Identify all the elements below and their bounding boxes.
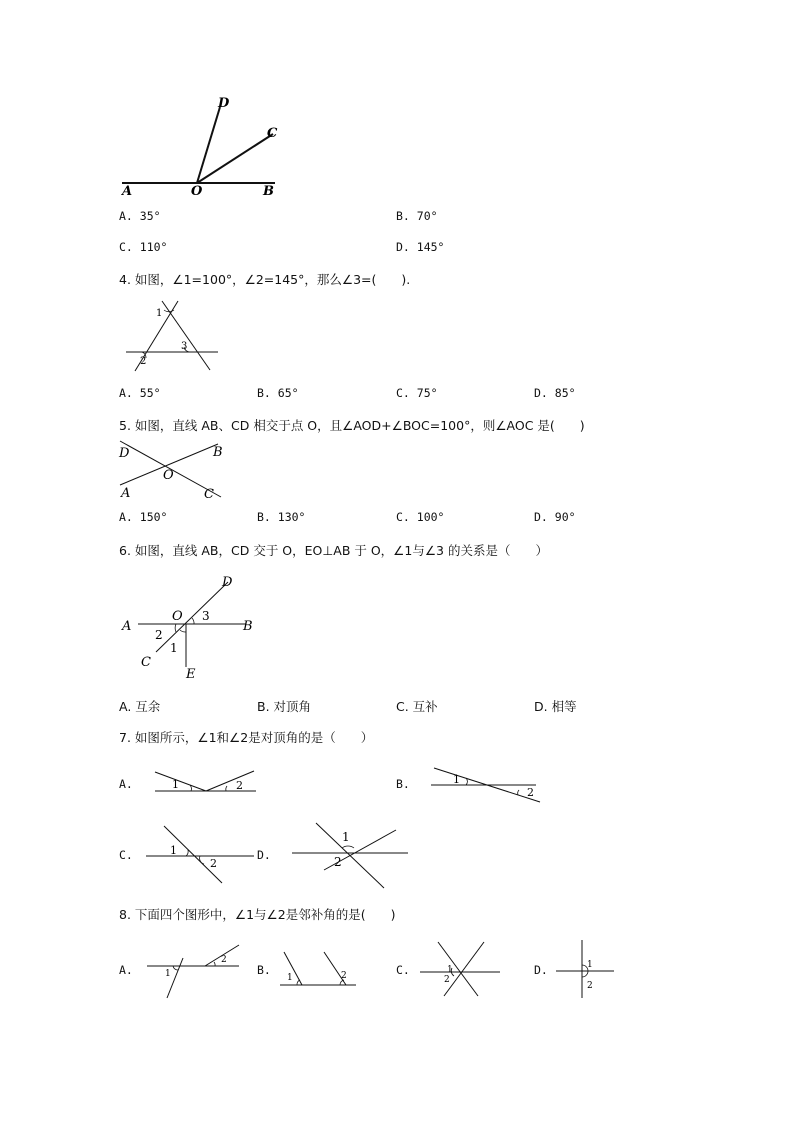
q8-figure-a[interactable] [143,940,243,1002]
q4-stem: 4. 如图，∠1=100°，∠2=145°，那么∠3=( ). [119,272,411,287]
q8-option-b-letter[interactable]: B. [257,963,271,977]
q7c-num-2: 2 [210,857,217,870]
q7-option-d-letter[interactable]: D. [257,848,271,862]
q7b-num-2: 2 [527,786,534,799]
q7d-num-2: 2 [334,855,342,869]
q3-label-d: D [218,96,230,111]
q8b-num-1: 1 [287,973,293,983]
q6-label-1: 1 [170,641,178,655]
q6-label-a: A [122,619,132,634]
q7c-num-1: 1 [170,844,177,857]
q3-figure [110,90,310,200]
q7d-num-1: 1 [342,830,350,844]
q4-label-3: 3 [181,341,188,352]
q3-option-b[interactable]: B. 70° [396,209,438,223]
q4-option-c[interactable]: C. 75° [396,386,438,400]
q7-figure-d[interactable] [288,820,412,892]
q5-label-c: C [204,487,214,502]
q5-label-b: B [213,445,223,460]
q8-option-c-letter[interactable]: C. [396,963,410,977]
q8-figure-b[interactable] [278,948,360,990]
q7b-num-1: 1 [453,773,460,786]
q7-option-b-letter[interactable]: B. [396,777,410,791]
q6-stem: 6. 如图，直线 AB，CD 交于 O，EO⊥AB 于 O，∠1与∠3 的关系是（ ） [119,543,548,558]
q6-option-c[interactable]: C. 互补 [396,699,438,714]
q8a-num-2: 2 [221,955,227,965]
q4-option-b[interactable]: B. 65° [257,386,299,400]
q6-label-e: E [186,667,196,682]
q7-figure-a[interactable] [150,765,260,797]
q8b-num-2: 2 [341,971,347,981]
q4-figure [118,298,228,378]
q8-option-a-letter[interactable]: A. [119,963,133,977]
q6-figure [118,572,268,682]
q7a-num-2: 2 [236,779,243,792]
q5-option-d[interactable]: D. 90° [534,510,576,524]
q4-label-1: 1 [156,308,163,319]
q6-label-3: 3 [202,609,210,623]
q8-figure-c[interactable] [418,938,502,1000]
q6-option-b[interactable]: B. 对顶角 [257,699,312,714]
q7-option-a-letter[interactable]: A. [119,777,133,791]
q3-label-b: B [263,184,274,199]
q7-figure-c[interactable] [142,823,258,887]
q8-stem: 8. 下面四个图形中，∠1与∠2是邻补角的是( ) [119,907,396,922]
q3-option-a[interactable]: A. 35° [119,209,161,223]
q8a-num-1: 1 [165,969,171,979]
q8-option-d-letter[interactable]: D. [534,963,548,977]
q6-label-o: O [172,609,183,624]
q3-label-c: C [267,126,278,141]
q6-label-c: C [141,655,151,670]
q4-option-a[interactable]: A. 55° [119,386,161,400]
q8d-num-1: 1 [587,960,593,970]
q5-stem: 5. 如图，直线 AB、CD 相交于点 O，且∠AOD+∠BOC=100°，则∠AOC 是( ) [119,418,585,433]
q3-label-a: A [122,184,133,199]
q7-option-c-letter[interactable]: C. [119,848,133,862]
q3-option-d[interactable]: D. 145° [396,240,445,254]
q3-label-o: O [191,184,203,199]
q4-option-d[interactable]: D. 85° [534,386,576,400]
q8d-num-2: 2 [587,981,593,991]
q6-option-a[interactable]: A. 互余 [119,699,161,714]
q5-figure [115,437,235,505]
q6-label-2: 2 [155,628,163,642]
q5-label-o: O [163,468,174,483]
q8c-num-1: 1 [447,965,453,975]
q7a-num-1: 1 [172,778,179,791]
q5-option-a[interactable]: A. 150° [119,510,168,524]
q5-label-d: D [119,446,130,461]
q7-figure-b[interactable] [428,764,548,806]
q7-stem: 7. 如图所示，∠1和∠2是对顶角的是（ ） [119,730,374,745]
q8-figure-d[interactable] [554,938,618,1000]
q4-label-2: 2 [140,356,147,367]
q6-option-d[interactable]: D. 相等 [534,699,577,714]
q5-option-c[interactable]: C. 100° [396,510,445,524]
q5-label-a: A [121,486,131,501]
q6-label-b: B [243,619,253,634]
q5-option-b[interactable]: B. 130° [257,510,306,524]
q8c-num-2: 2 [444,975,450,985]
q3-option-c[interactable]: C. 110° [119,240,168,254]
q6-label-d: D [222,575,233,590]
